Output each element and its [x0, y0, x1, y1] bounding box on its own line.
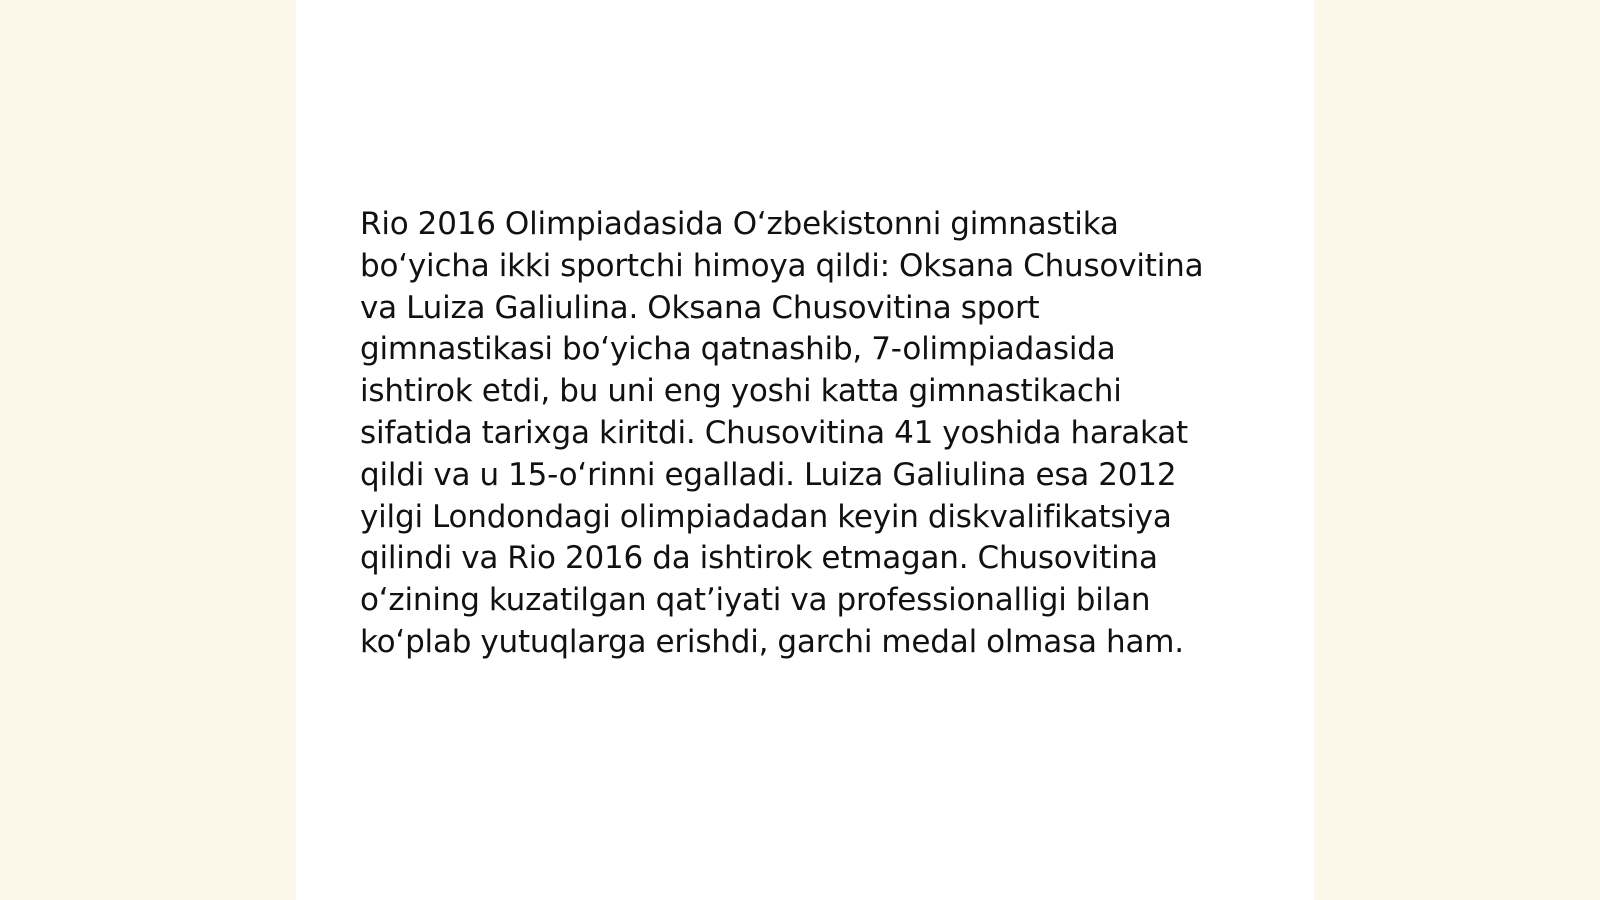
document-paragraph: Rio 2016 Olimpiadasida O‘zbekistonni gimnastika bo‘yicha ikki sportchi himoya qildi: Oksana Chusovitina va Luiza Galiulina. Oksana Chusovitina sport gimnastikasi bo‘yicha qatnashib, 7-olimpiadasida ishtirok etdi, bu uni eng yoshi katta gimnastikachi sifatida tarixga kiritdi. Chusovitina 41 yoshida harakat qildi va u 15-o‘rinni egalladi. Luiza Galiulina esa 2012 yilgi Londondagi olimpiadadan keyin diskvalifikatsiya qilindi va Rio 2016 da ishtirok etmagan. Chusovitina o‘zining kuzatilgan qat’iyati va professionalligi bilan ko‘plab yutuqlarga erishdi, garchi medal olmasa ham. — [360, 206, 1204, 660]
document-page — [296, 0, 1314, 900]
